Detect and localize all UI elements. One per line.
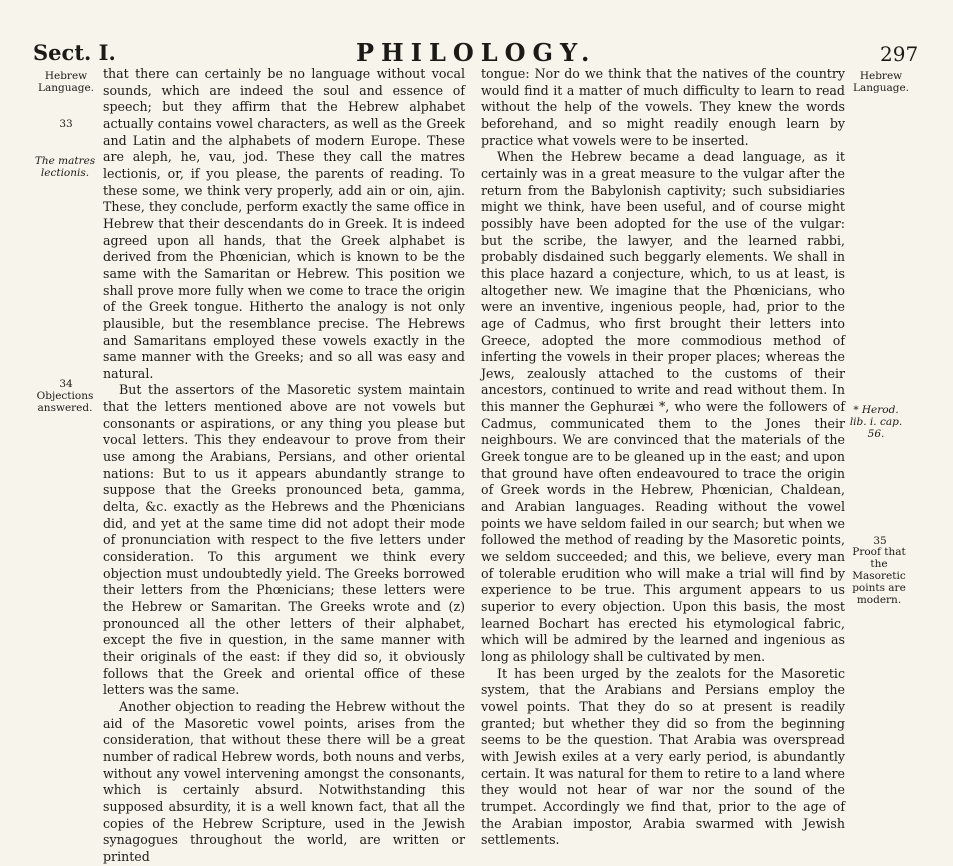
margin-note-herod-citation: * Herod. lib. i. cap. 56. [849,404,903,440]
left-paragraph-1: that there can certainly be no language without vocal sounds, which are indeed the soul and essence of speech; but they affirm that the Hebrew alphabet actually contains vowel characters, as well as the Greek and Latin and the alphabets of modern Europe. These are aleph, he, vau, jod. These they call the matres lectionis, or, if you please, the parents of reading. To these some, we think very properly, add ain or oin, ajin. These, they conclude, perform exactly the same office in Hebrew that their descendants do in Greek. It is indeed agreed upon all hands, that the Greek alphabet is derived from the Phœnician, which is known to be the same with the Samaritan or Hebrew. This position we shall prove more fully when we come to trace the origin of the Greek tongue. Hitherto the analogy is not only plausible, but the resemblance precise. The Hebrews and Samaritans employed these vowels exactly in the same manner with the Greeks; and so all was easy and natural. [103,66,465,381]
margin-note-number-34: 34 [59,378,73,390]
margin-note-hebrew-language-left: Hebrew Language. [37,70,94,94]
section-label: Sect. I. [33,40,116,65]
margin-note-masoretic-points-modern: Proof that the Masoretic points are modern. [852,546,906,606]
left-column [103,66,465,866]
left-paragraph-2: But the assertors of the Masoretic system maintain that the letters mentioned above are not vowels but consonants or aspirations, or any thing you please but vocal letters. This they endeavour to prove from their use among the Arabians, Persians, and other oriental nations: But to us it appears abundantly strange to suppose that the Greeks pronounced beta, gamma, delta, &c. exactly as the Hebrews and the Phœnicians did, and yet at the same time did not adopt their mode of pronunciation with respect to the five letters under consideration. To this argument we think every objection must undoubtedly yield. The Greeks borrowed their letters from the Phœnicians; these letters were the Hebrew or Samaritan. The Greeks wrote and (z) pronounced all the other letters of their alphabet, except the five in question, in the same manner with their originals of the east: if they did so, it obviously follows that the Greek and oriental office of these letters was the same. [103,382,465,698]
right-column [481,66,845,849]
page-number: 297 [880,42,919,66]
margin-note-number-35: 35 [873,535,887,547]
left-paragraph-3: Another objection to reading the Hebrew without the aid of the Masoretic vowel points, arises from the consideration, that without these there will be a great number of radical Hebrew words, both nouns and verbs, without any vowel intervening amongst the consonants, which is certainly absurd. Notwithstanding this supposed absurdity, it is a well known fact, that all the copies of the Hebrew Scripture, used in the Jewish synagogues throughout the world, are written or printed [103,698,465,864]
right-paragraph-2: When the Hebrew became a dead language, as it certainly was in a great measure to the vulgar after the return from the Babylonish captivity; such subsidiaries might we think, have been useful, and of course might possibly have been adopted for the use of the vulgar: but the scribe, the lawyer, and the learned rabbi, probably disdained such beggarly elements. We shall in this place hazard a conjecture, which, to us at least, is altogether new. We imagine that the Phœnicians, who were an inventive, ingenious people, had, prior to the age of Cadmus, who first brought their letters into Greece, adopted the more commodious method of inferting the vowels in their proper places; whereas the Jews, zealously attached to the customs of their ancestors, continued to write and read without them. In this manner the Gephuræi *, who were the followers of Cadmus, communicated them to the Jones their neighbours. We are convinced that the materials of the Greek tongue are to be gleaned up in the east; and upon that ground have often endeavoured to trace the origin of Greek words in the Hebrew, Phœnician, Chaldean, and Arabian languages. Reading without the vowel points we have seldom failed in our search; but when we followed the method of reading by the Masoretic points, we seldom succeeded; and this, we believe, every man of tolerable erudition who will make a trial will find by experience to be true. This argument appears to us superior to every objection. Upon this basis, the most learned Bochart has erected his etymological fabric, which will be admired by the learned and ingenious as long as philology shall be cultivated by men. [481,149,845,664]
running-title: PHILOLOGY. [356,38,597,67]
margin-note-matres-lectionis: The matres lectionis. [34,155,96,179]
right-paragraph-1: tongue: Nor do we think that the natives of the country would find it a matter of much difficulty to learn to read without the help of the vowels. They knew the words beforehand, and so might readily enough learn by practice what vowels were to be inserted. [481,66,845,148]
margin-note-number-33: 33 [59,118,73,130]
right-paragraph-3: It has been urged by the zealots for the Masoretic system, that the Arabians and Persians employ the vowel points. That they do so at present is readily granted; but whether they did so from the beginning seems to be the question. That Arabia was overspread with Jewish exiles at a very early period, is abundantly certain. It was natural for them to retire to a land where they would not hear of war nor the sound of the trumpet. Accordingly we find that, prior to the age of the Arabian impostor, Arabia swarmed with Jewish settlements. [481,665,845,848]
margin-note-objections-answered: Objections answered. [36,390,94,414]
margin-note-hebrew-language-right: Hebrew Language. [852,70,909,94]
page-header [0,0,953,66]
